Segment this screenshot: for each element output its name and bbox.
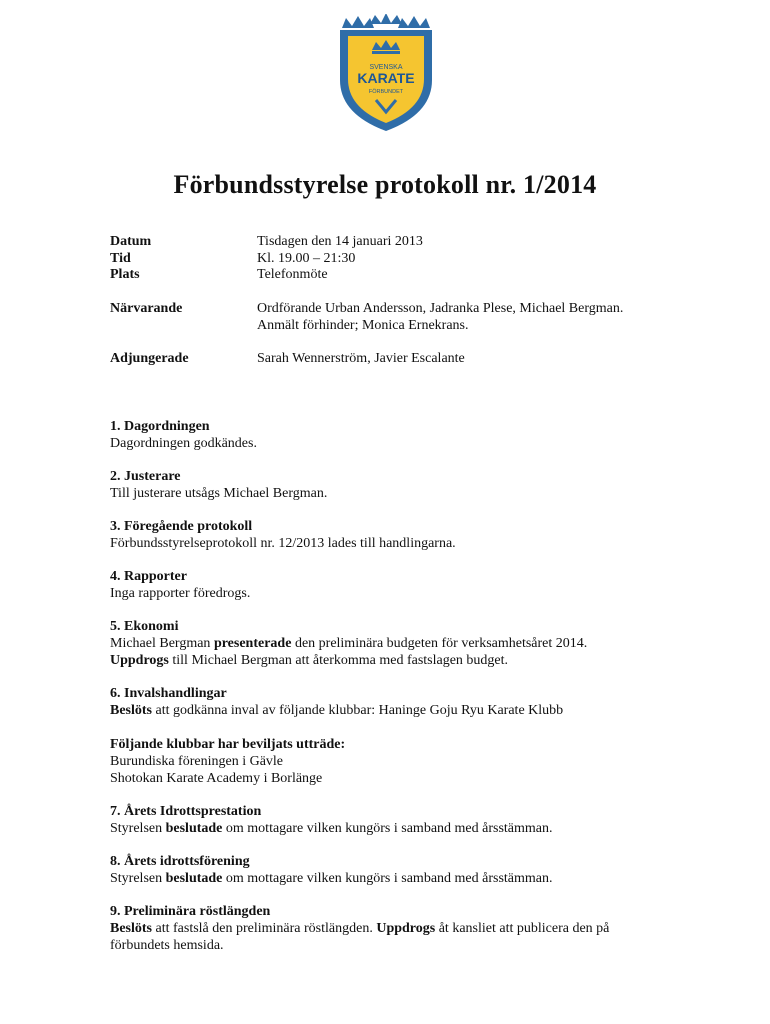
- section-3: [110, 518, 456, 552]
- section-6-withdrawals: [110, 736, 345, 787]
- section-text: Förbundsstyrelseprotokoll nr. 12/2013 lades till handlingarna.: [110, 536, 456, 551]
- text-run: Styrelsen: [110, 871, 166, 886]
- section-1: [110, 418, 257, 452]
- section-text: förbundets hemsida.: [110, 938, 224, 953]
- meta-value-narvarande-2: Anmält förhinder; Monica Ernekrans.: [257, 318, 469, 333]
- section-6: [110, 685, 563, 719]
- section-7: [110, 803, 553, 837]
- section-line: [110, 920, 609, 937]
- meta-label-plats: Plats: [110, 267, 140, 282]
- section-8: [110, 853, 553, 887]
- meta-value-tid: Kl. 19.00 – 21:30: [257, 251, 356, 266]
- meta-label-tid: Tid: [110, 251, 131, 266]
- meta-label-datum: Datum: [110, 234, 152, 249]
- text-run: att fastslå den preliminära röstlängden.: [152, 921, 377, 936]
- section-2: [110, 468, 327, 502]
- section-text: Dagordningen godkändes.: [110, 436, 257, 451]
- section-text: Till justerare utsågs Michael Bergman.: [110, 486, 328, 501]
- bold-run: Uppdrogs: [376, 921, 436, 936]
- text-run: att godkänna inval av följande klubbar: Haninge Goju Ryu Karate Klubb: [152, 703, 564, 718]
- meta-label-adjungerade: Adjungerade: [110, 351, 189, 366]
- bold-run: beslutade: [165, 871, 223, 886]
- bold-run: presenterade: [213, 636, 292, 651]
- section-heading: 5. Ekonomi: [110, 619, 179, 634]
- section-5: [110, 618, 587, 669]
- text-run: till Michael Bergman att återkomma med fastslagen budget.: [168, 653, 509, 668]
- meta-value-datum: Tisdagen den 14 januari 2013: [257, 234, 423, 249]
- text-run: Styrelsen: [110, 821, 166, 836]
- logo-text-forbundet: FÖRBUNDET: [368, 89, 404, 95]
- bold-run: Beslöts: [110, 703, 152, 718]
- section-line: [110, 702, 563, 719]
- section-heading: 3. Föregående protokoll: [110, 519, 253, 534]
- section-line: [110, 870, 553, 887]
- text-run: om mottagare vilken kungörs i samband med årsstämman.: [222, 821, 553, 836]
- section-line: [110, 635, 587, 652]
- text-run: Michael Bergman: [110, 636, 214, 651]
- section-text: Burundiska föreningen i Gävle: [110, 754, 284, 769]
- meta-value-adjungerade: Sarah Wennerström, Javier Escalante: [257, 351, 465, 366]
- section-text: Inga rapporter föredrogs.: [110, 586, 251, 601]
- bold-run: Beslöts: [110, 921, 152, 936]
- section-heading: 1. Dagordningen: [110, 419, 210, 434]
- section-heading: 7. Årets Idrottsprestation: [110, 804, 262, 819]
- section-9: [110, 903, 609, 954]
- logo-text-svenska: SVENSKA: [369, 64, 403, 71]
- section-heading: 6. Invalshandlingar: [110, 686, 227, 701]
- meta-value-plats: Telefonmöte: [257, 267, 328, 282]
- logo-text-karate: KARATE: [357, 70, 415, 86]
- section-line: [110, 820, 553, 837]
- svenska-karate-forbundet-logo: [336, 14, 436, 132]
- meta-value-narvarande-1: Ordförande Urban Andersson, Jadranka Plese, Michael Bergman.: [257, 301, 624, 316]
- section-heading: Följande klubbar har beviljats utträde:: [110, 737, 346, 752]
- section-text: Shotokan Karate Academy i Borlänge: [110, 771, 323, 786]
- text-run: åt kansliet att publicera den på: [435, 921, 610, 936]
- bold-run: beslutade: [165, 821, 223, 836]
- document-title: Förbundsstyrelse protokoll nr. 1/2014: [173, 170, 597, 199]
- text-run: om mottagare vilken kungörs i samband med årsstämman.: [222, 871, 553, 886]
- section-heading: 8. Årets idrottsförening: [110, 854, 250, 869]
- section-heading: 9. Preliminära röstlängden: [110, 904, 271, 919]
- section-line: [110, 652, 587, 669]
- section-4: [110, 568, 250, 602]
- meta-label-narvarande: Närvarande: [110, 301, 183, 316]
- section-heading: 2. Justerare: [110, 469, 181, 484]
- text-run: den preliminära budgeten för verksamhetsåret 2014.: [291, 636, 588, 651]
- crown-icon: [342, 14, 430, 28]
- bold-run: Uppdrogs: [110, 653, 169, 668]
- section-heading: 4. Rapporter: [110, 569, 187, 584]
